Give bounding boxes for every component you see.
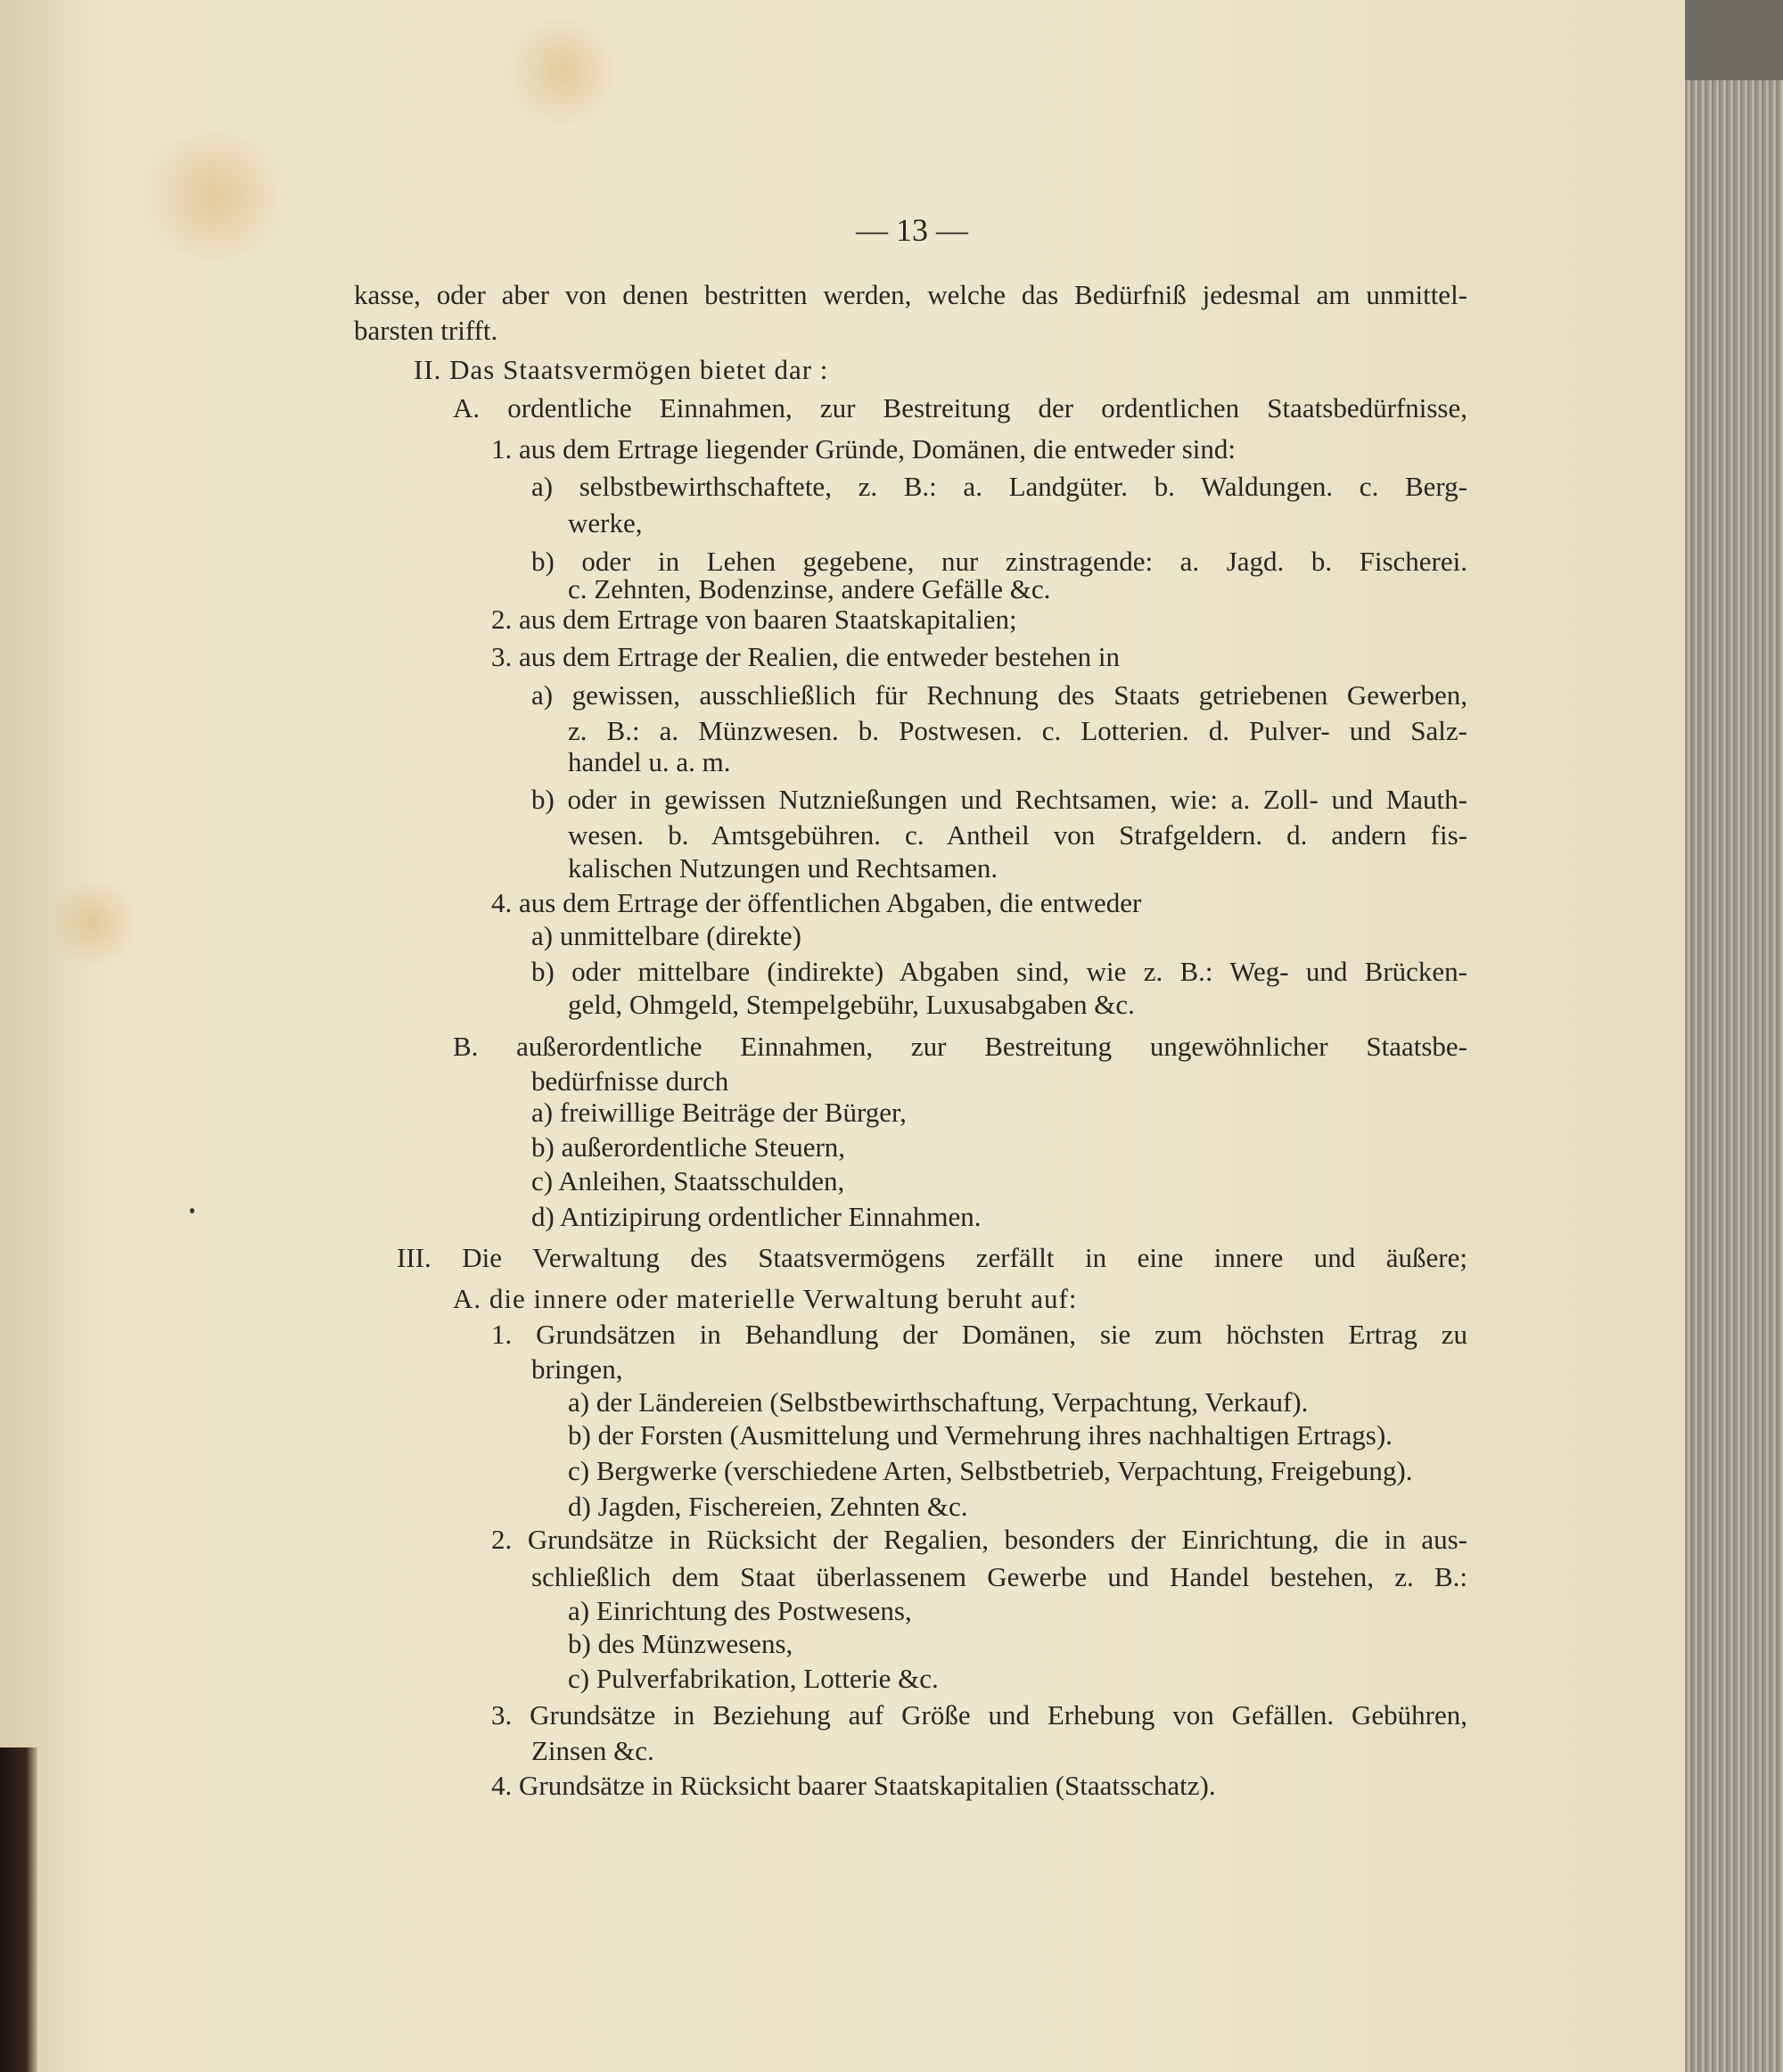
text-line: schließlich dem Staat überlassenem Gewerbe und Handel bestehen, z. B.:	[531, 1561, 1467, 1592]
text-line: 3. Grundsätze in Beziehung auf Größe und Erhebung von Gefällen. Gebühren,	[491, 1699, 1467, 1731]
section-heading: II. Das Staatsvermögen bietet dar :	[414, 354, 829, 385]
text-line: c) Bergwerke (verschiedene Arten, Selbstbetrieb, Verpachtung, Freigebung).	[568, 1455, 1413, 1486]
text-line: a) gewissen, ausschließlich für Rechnung des Staats getriebenen Gewerben,	[531, 679, 1467, 711]
text-line: bringen,	[531, 1353, 623, 1385]
foxing-stain	[53, 874, 134, 972]
page-edges	[1685, 0, 1783, 2072]
subsection-heading: A. die innere oder materielle Verwaltung beruht auf:	[453, 1283, 1078, 1314]
text-line: 3. aus dem Ertrage der Realien, die entweder bestehen in	[491, 641, 1120, 672]
subsection-heading: B. außerordentliche Einnahmen, zur Bestreitung ungewöhnlicher Staatsbe-	[453, 1031, 1467, 1062]
page-edge-shadow	[1685, 0, 1783, 80]
text-line: b) oder in Lehen gegebene, nur zinstragende: a. Jagd. b. Fischerei.	[531, 546, 1467, 577]
text-line: b) außerordentliche Steuern,	[531, 1131, 846, 1163]
page-number: — 13 —	[856, 212, 968, 248]
text-line: 1. Grundsätzen in Behandlung der Domänen, sie zum höchsten Ertrag zu	[491, 1319, 1467, 1350]
text-line: a) selbstbewirthschaftete, z. B.: a. Landgüter. b. Waldungen. c. Berg-	[531, 471, 1467, 502]
text-line: b) oder in gewissen Nutznießungen und Rechtsamen, wie: a. Zoll- und Mauth-	[531, 784, 1467, 815]
text-line: 1. aus dem Ertrage liegender Gründe, Domänen, die entweder sind:	[491, 433, 1236, 465]
text-line: d) Jagden, Fischereien, Zehnten &c.	[568, 1491, 968, 1522]
text-line: 4. aus dem Ertrage der öffentlichen Abgaben, die entweder	[491, 887, 1142, 918]
foxing-stain	[499, 18, 624, 125]
text-line: 2. aus dem Ertrage von baaren Staatskapitalien;	[491, 604, 1017, 635]
text-line: c) Anleihen, Staatsschulden,	[531, 1165, 845, 1196]
text-line: werke,	[568, 507, 643, 539]
text-line: d) Antizipirung ordentlicher Einnahmen.	[531, 1201, 982, 1232]
subsection-heading: A. ordentliche Einnahmen, zur Bestreitung der ordentlichen Staatsbedürfnisse,	[453, 392, 1467, 423]
text-line: c. Zehnten, Bodenzinse, andere Gefälle &c.	[568, 573, 1051, 604]
text-line: a) der Ländereien (Selbstbewirthschaftung, Verpachtung, Verkauf).	[568, 1386, 1309, 1418]
text-line: b) des Münzwesens,	[568, 1628, 793, 1659]
text-line: a) Einrichtung des Postwesens,	[568, 1595, 912, 1626]
text-line: geld, Ohmgeld, Stempelgebühr, Luxusabgaben &c.	[568, 989, 1135, 1020]
text-line: c) Pulverfabrikation, Lotterie &c.	[568, 1663, 939, 1694]
text-line: kalischen Nutzungen und Rechtsamen.	[568, 852, 998, 884]
text-line: a) freiwillige Beiträge der Bürger,	[531, 1097, 907, 1128]
text-line: kasse, oder aber von denen bestritten werden, welche das Bedürfniß jedesmal am unmittel-	[354, 279, 1467, 310]
text-line: 4. Grundsätze in Rücksicht baarer Staatskapitalien (Staatsschatz).	[491, 1770, 1216, 1801]
text-line: bedürfnisse durch	[531, 1065, 729, 1097]
text-line: Zinsen &c.	[531, 1735, 654, 1766]
text-line: b) oder mittelbare (indirekte) Abgaben sind, wie z. B.: Weg- und Brücken-	[531, 956, 1467, 987]
ink-speck	[190, 1208, 194, 1213]
text-line: wesen. b. Amtsgebühren. c. Antheil von Strafgeldern. d. andern fis-	[568, 819, 1467, 851]
book-binding	[0, 1747, 37, 2072]
text-line: 2. Grundsätze in Rücksicht der Regalien, besonders der Einrichtung, die in aus-	[491, 1524, 1467, 1555]
section-heading: III. Die Verwaltung des Staatsvermögens zerfällt in eine innere und äußere;	[397, 1242, 1467, 1273]
text-line: barsten trifft.	[354, 315, 498, 346]
text-line: handel u. a. m.	[568, 746, 731, 777]
text-line: z. B.: a. Münzwesen. b. Postwesen. c. Lotterien. d. Pulver- und Salz-	[568, 715, 1467, 746]
text-line: b) der Forsten (Ausmittelung und Vermehrung ihres nachhaltigen Ertrags).	[568, 1419, 1393, 1451]
text-line: a) unmittelbare (direkte)	[531, 920, 801, 951]
